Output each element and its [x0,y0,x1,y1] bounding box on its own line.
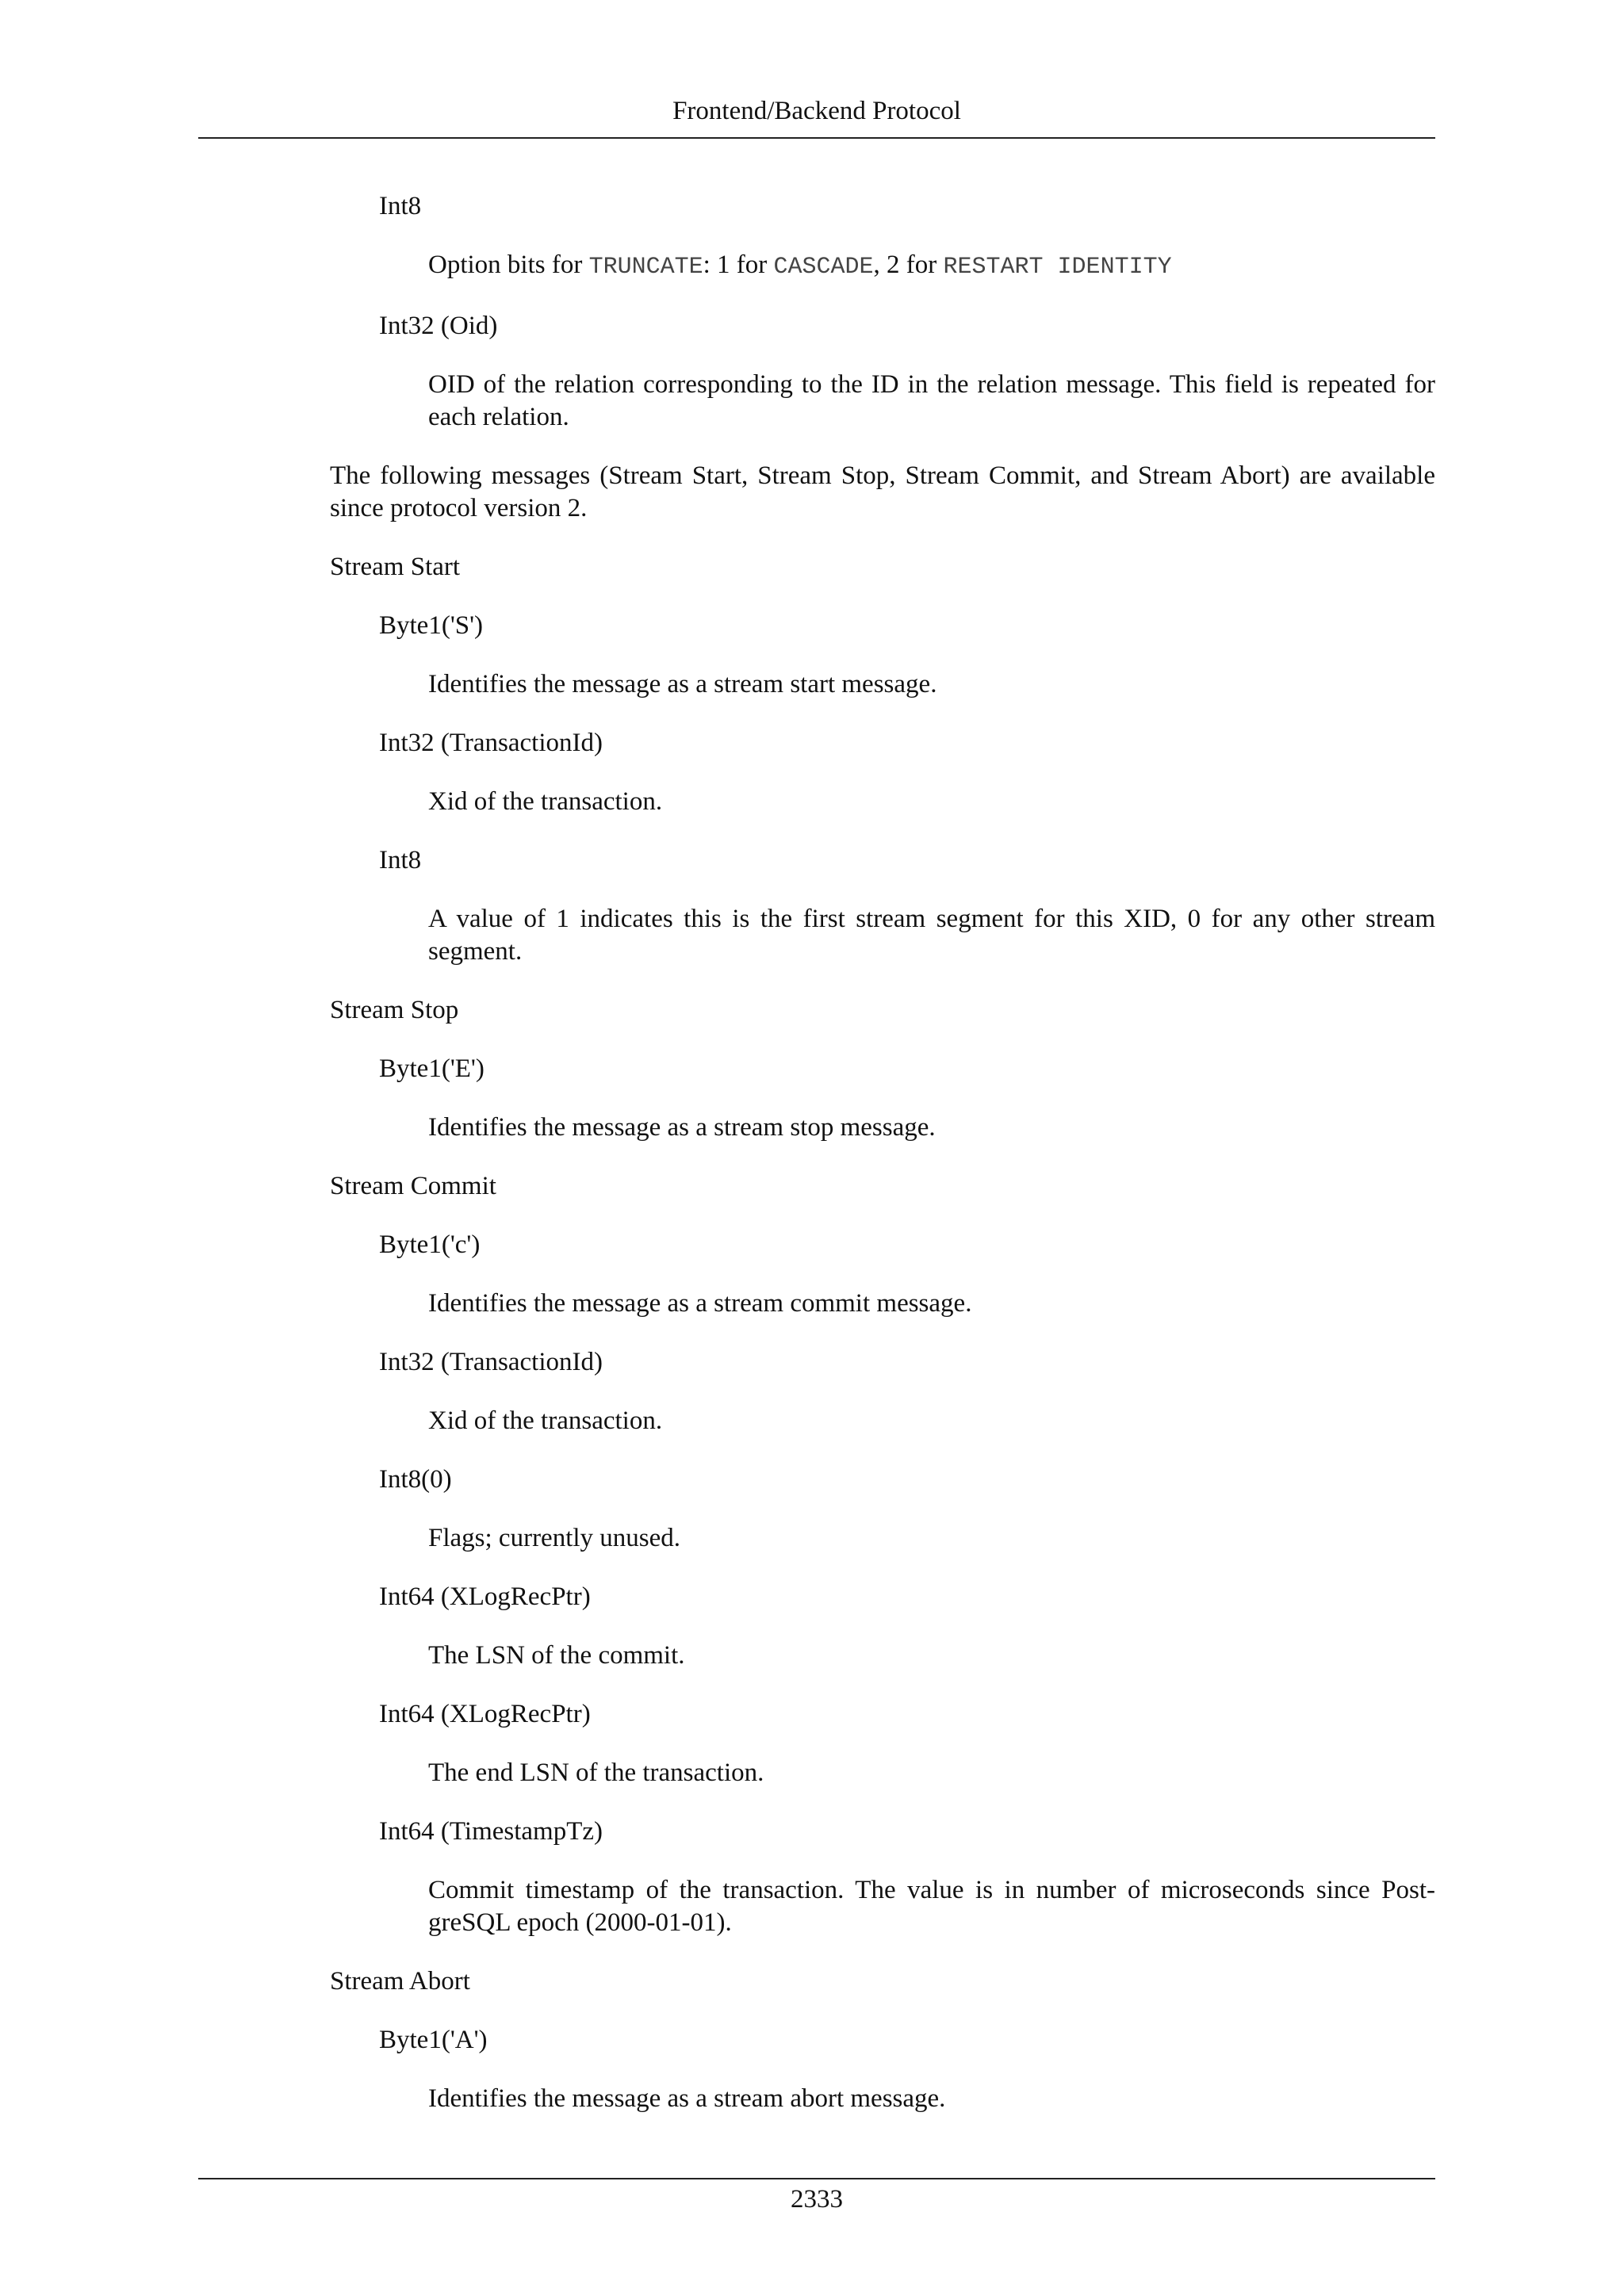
message-title-stream-start: Stream Start [330,553,461,581]
field-term: Int32 (TransactionId) [379,729,603,757]
message-title-stream-commit: Stream Commit [330,1172,496,1200]
field-desc: The end LSN of the transaction. [428,1758,764,1787]
message-title-stream-stop: Stream Stop [330,996,459,1024]
field-term: Int64 (TimestampTz) [379,1817,603,1846]
field-term: Byte1('E') [379,1054,485,1083]
option-bits-prefix: Option bits for [428,251,589,279]
field-desc: The LSN of the commit. [428,1641,685,1670]
field-term: Byte1('c') [379,1230,481,1259]
field-desc: Identifies the message as a stream start message. [428,670,937,698]
field-term: Int64 (XLogRecPtr) [379,1582,591,1611]
footer-divider [198,2178,1435,2179]
code-truncate: TRUNCATE [588,254,703,281]
header-divider [198,137,1435,139]
field-desc: Identifies the message as a stream stop message. [428,1113,936,1142]
page-number: 2333 [791,2185,843,2214]
field-desc: Commit timestamp of the transaction. The value is in number of microseconds since Post-greSQL epoch (2000-01-01). [428,1876,1435,1937]
page-content [330,190,1435,2141]
code-cascade: CASCADE [773,254,874,281]
field-term: Int8 [379,846,422,874]
field-desc: A value of 1 indicates this is the first stream segment for this XID, 0 for any other stream segment. [428,905,1435,966]
field-term: Int32 (TransactionId) [379,1348,603,1376]
field-term: Int8(0) [379,1465,452,1494]
field-term: Int64 (XLogRecPtr) [379,1700,591,1728]
option-bits-mid1: : 1 for [703,251,774,279]
field-desc: Identifies the message as a stream abort message. [428,2084,946,2113]
field-desc: Xid of the transaction. [428,1406,663,1435]
field-term-int8: Int8 [379,192,422,220]
field-term: Byte1('A') [379,2026,488,2054]
field-term: Byte1('S') [379,611,484,640]
field-term-oid: Int32 (Oid) [379,312,498,340]
field-desc: Flags; currently unused. [428,1524,681,1552]
running-header: Frontend/Backend Protocol [672,97,961,125]
field-desc: Xid of the transaction. [428,787,663,816]
field-desc: Identifies the message as a stream commit message. [428,1289,972,1318]
message-title-stream-abort: Stream Abort [330,1967,470,1996]
code-restart-identity: RESTART IDENTITY [943,254,1172,281]
intro-paragraph: The following messages (Stream Start, Stream Stop, Stream Commit, and Stream Abort) are available since protocol version 2. [330,461,1435,522]
field-desc-oid: OID of the relation corresponding to the ID in the relation message. This field is repeated for each relation. [428,370,1435,431]
field-desc-option-bits [428,249,1435,284]
option-bits-mid2: , 2 for [873,251,944,279]
